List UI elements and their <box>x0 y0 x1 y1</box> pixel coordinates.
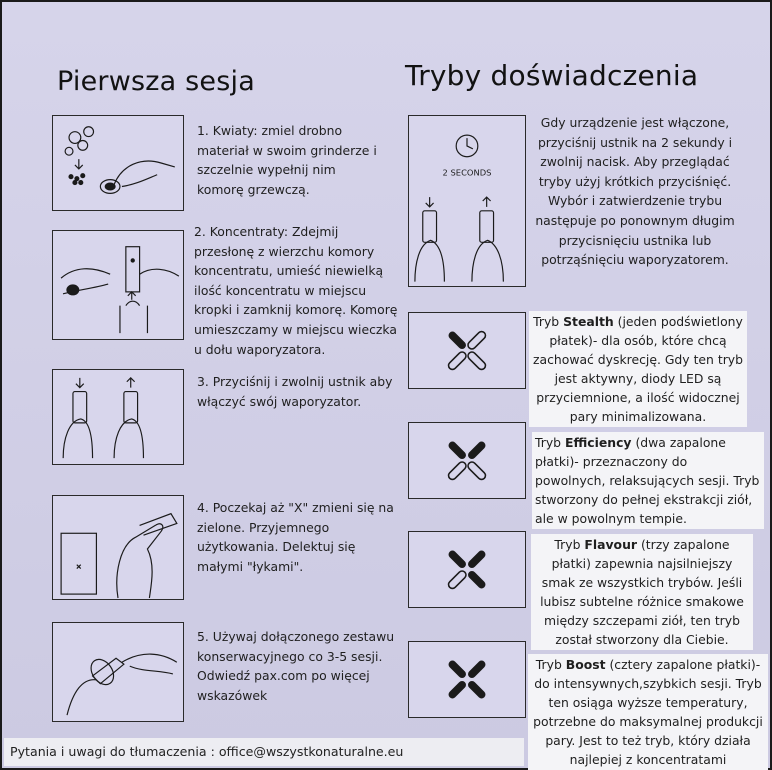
step-4-text: 4. Poczekaj aż "X" zmieni się na zielone. Przyjemnego użytkowania. Delektuj się małymi "łykami". <box>197 500 394 574</box>
step-1-text: 1. Kwiaty: zmiel drobno materiał w swoim grinderze i szczelnie wypełnij nim komorę grzewczą. <box>197 123 377 197</box>
step-3-text: 3. Przyciśnij i zwolnij ustnik aby włączyć swój waporyzator. <box>197 374 393 409</box>
step-5-text: 5. Używaj dołączonego zestawu konserwacyjnego co 3-5 sesji. Odwiedź pax.com po więcej wskazówek <box>197 629 395 703</box>
stealth-mode-text: Tryb Stealth (jeden podświetlony płatek)- dla osób, które chcą zachować dyskrecję. Gdy ten tryb jest aktywny, diody LED są przyciemnione, a ilość widocznej pary minimalizowana. <box>529 311 747 427</box>
step-3-illustration <box>52 369 184 465</box>
translation-contact-footer: Pytania i uwagi do tłumaczenia : office@wszystkonaturalne.eu <box>4 738 524 766</box>
step-5-illustration <box>52 622 184 722</box>
boost-mode-name: Boost <box>565 657 606 672</box>
intro-illustration <box>408 115 526 287</box>
step-2-text: 2. Koncentraty: Zdejmij przesłonę z wierzchu komory koncentratu, umieść niewielką ilość koncentratu w miejscu kropki i zamknij komorę. Komorę umieszczamy w miejscu wieczka u dołu waporyzatora. <box>194 224 398 357</box>
modes-title: Tryby doświadczenia <box>405 59 699 92</box>
boost-mode-icon <box>408 641 526 718</box>
unlit-petal-icon <box>466 460 487 481</box>
lit-petal-icon <box>466 440 487 461</box>
step-1-illustration <box>52 115 184 211</box>
two-seconds-label: 2 SECONDS <box>442 167 492 178</box>
unlit-petal-icon <box>466 350 487 371</box>
lit-petal-icon <box>447 549 468 570</box>
lit-petal-icon <box>447 679 468 700</box>
lit-petal-icon <box>466 659 487 680</box>
boost-mode-text: Tryb Boost (cztery zapalone płatki)- do intensywnych,szybkich sesji. Tryb ten osiąga wyższe temperatury, potrzebne do maksymalnej produkcji pary. Jest to też tryb, który działa najlepiej z koncentratami <box>528 654 768 770</box>
flavour-mode-text: Tryb Flavour (trzy zapalone płatki) zapewnia najsilniejszy smak ze wszystkich trybów. Jeśli lubisz subtelne różnice smakowe między szczepami ziół, ten tryb został stworzony dla Ciebie. <box>531 534 753 650</box>
flavour-mode-name: Flavour <box>584 537 637 552</box>
stealth-mode-icon <box>408 312 526 389</box>
intro-text: Gdy urządzenie jest włączone, przyciśnij ustnik na 2 sekundy i zwolnij nacisk. Aby przeglądać tryby użyj krótkich przyciśnięć. Wybór i zatwierdzenie trybu następuje po ponownym długim przycisnięciu ustnika lub potrząśnięciu waporyzatorem. <box>535 115 735 268</box>
lit-petal-icon <box>447 330 468 351</box>
unlit-petal-icon <box>466 330 487 351</box>
unlit-petal-icon <box>447 569 468 590</box>
stealth-mode-name: Stealth <box>563 314 614 329</box>
lit-petal-icon <box>447 440 468 461</box>
efficiency-mode-text: Tryb Efficiency (dwa zapalone płatki)- przeznaczony do powolnych, relaksujących sesji. Tryb stworzony do pełnej ekstrakcji ziół, ale w powolnym tempie. <box>532 432 764 529</box>
lit-petal-icon <box>447 659 468 680</box>
unlit-petal-icon <box>447 350 468 371</box>
step-4-illustration <box>52 495 184 600</box>
first-session-title: Pierwsza sesja <box>57 66 255 97</box>
step-2-illustration <box>52 230 184 340</box>
lit-petal-icon <box>466 549 487 570</box>
efficiency-mode-name: Efficiency <box>564 435 632 450</box>
lit-petal-icon <box>466 569 487 590</box>
lit-petal-icon <box>466 679 487 700</box>
flavour-mode-icon <box>408 531 526 608</box>
efficiency-mode-icon <box>408 422 526 499</box>
unlit-petal-icon <box>447 460 468 481</box>
